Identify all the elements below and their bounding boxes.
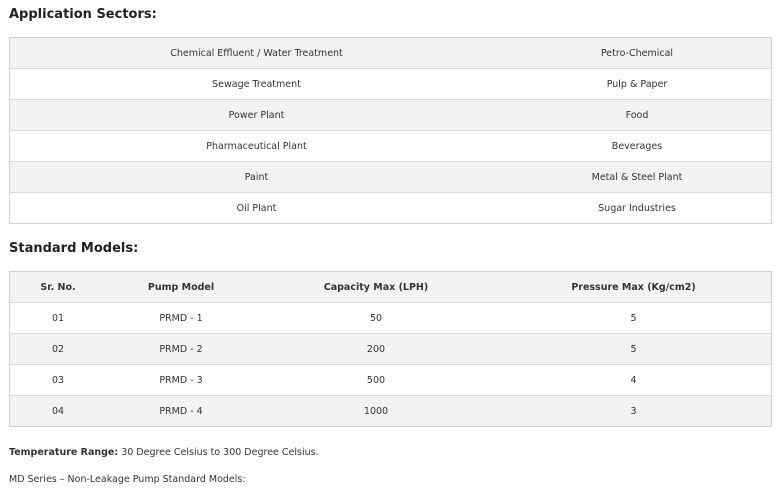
- table-row: [10, 100, 772, 131]
- sector-cell: Sewage Treatment: [10, 69, 504, 100]
- sector-cell: Pharmaceutical Plant: [10, 131, 504, 162]
- table-row: [10, 193, 772, 224]
- sector-cell: Oil Plant: [10, 193, 504, 224]
- table-cell: 01: [10, 303, 107, 334]
- table-cell: 5: [496, 303, 772, 334]
- sector-cell: Chemical Effluent / Water Treatment: [10, 38, 504, 69]
- temperature-range-value: 30 Degree Celsius to 300 Degree Celsius.: [118, 447, 319, 458]
- sector-cell: Metal & Steel Plant: [503, 162, 772, 193]
- sector-cell: Paint: [10, 162, 504, 193]
- table-row: [10, 396, 772, 427]
- standard-models-table: [9, 271, 772, 427]
- standard-models-heading: Standard Models:: [9, 241, 139, 256]
- column-header: Sr. No.: [10, 272, 107, 303]
- table-cell: 03: [10, 365, 107, 396]
- table-cell: 4: [496, 365, 772, 396]
- table-cell: 1000: [256, 396, 496, 427]
- table-cell: 04: [10, 396, 107, 427]
- table-row: [10, 69, 772, 100]
- application-sectors-table: [9, 37, 772, 224]
- table-row: [10, 303, 772, 334]
- table-cell: 5: [496, 334, 772, 365]
- sector-cell: Food: [503, 100, 772, 131]
- column-header: Capacity Max (LPH): [256, 272, 496, 303]
- table-row: [10, 365, 772, 396]
- column-header: Pressure Max (Kg/cm2): [496, 272, 772, 303]
- table-cell: 500: [256, 365, 496, 396]
- table-cell: 200: [256, 334, 496, 365]
- table-row: [10, 334, 772, 365]
- table-row: [10, 38, 772, 69]
- table-cell: PRMD - 3: [106, 365, 256, 396]
- column-header: Pump Model: [106, 272, 256, 303]
- table-cell: 3: [496, 396, 772, 427]
- table-cell: PRMD - 2: [106, 334, 256, 365]
- table-cell: 50: [256, 303, 496, 334]
- table-cell: 02: [10, 334, 107, 365]
- sector-cell: Pulp & Paper: [503, 69, 772, 100]
- table-cell: PRMD - 4: [106, 396, 256, 427]
- sector-cell: Petro-Chemical: [503, 38, 772, 69]
- sector-cell: Power Plant: [10, 100, 504, 131]
- temperature-range-note: [9, 447, 319, 458]
- table-row: [10, 162, 772, 193]
- table-cell: PRMD - 1: [106, 303, 256, 334]
- table-header-row: [10, 272, 772, 303]
- sector-cell: Beverages: [503, 131, 772, 162]
- md-series-note: MD Series – Non-Leakage Pump Standard Models:: [9, 474, 246, 485]
- table-row: [10, 131, 772, 162]
- application-sectors-heading: Application Sectors:: [9, 7, 157, 22]
- sector-cell: Sugar Industries: [503, 193, 772, 224]
- temperature-range-label: Temperature Range:: [9, 447, 119, 458]
